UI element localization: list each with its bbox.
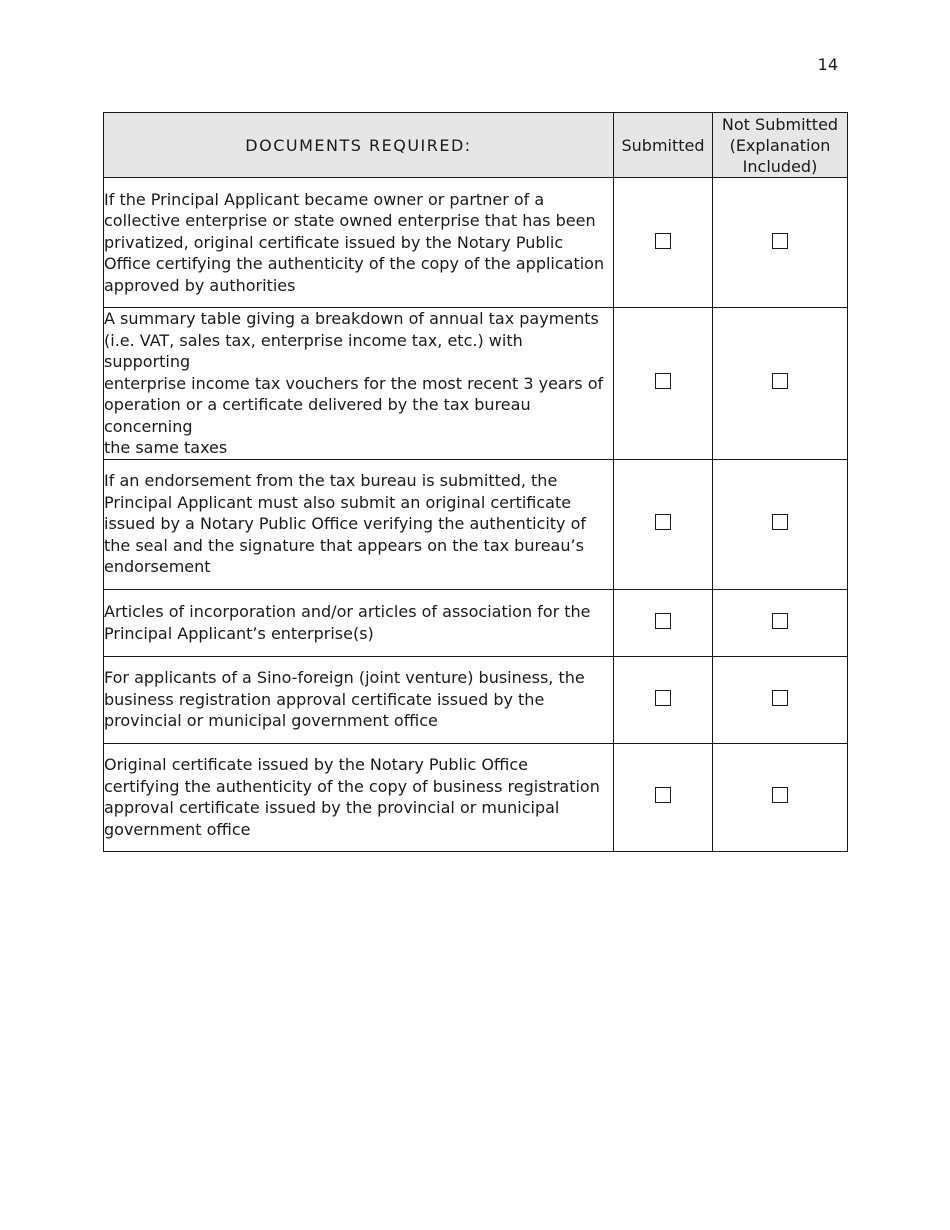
submitted-checkbox[interactable] (655, 514, 671, 530)
documents-required-table (103, 112, 848, 852)
document-description: Original certificate issued by the Notary Public Office certifying the authenticity of the copy of business registration approval certificate issued by the provincial or municipal government office (104, 743, 614, 851)
submitted-checkbox[interactable] (655, 233, 671, 249)
submitted-cell (614, 656, 713, 743)
submitted-checkbox[interactable] (655, 373, 671, 389)
table-row (104, 459, 848, 589)
not-submitted-checkbox[interactable] (772, 690, 788, 706)
header-submitted: Submitted (614, 113, 713, 178)
table-row (104, 589, 848, 656)
table-row (104, 656, 848, 743)
submitted-checkbox[interactable] (655, 787, 671, 803)
not-submitted-cell (713, 589, 848, 656)
submitted-cell (614, 743, 713, 851)
header-documents-required: DOCUMENTS REQUIRED: (104, 113, 614, 178)
submitted-checkbox[interactable] (655, 613, 671, 629)
not-submitted-cell (713, 308, 848, 460)
not-submitted-cell (713, 743, 848, 851)
submitted-cell (614, 178, 713, 308)
document-description: If an endorsement from the tax bureau is submitted, the Principal Applicant must also submit an original certificate issued by a Notary Public Office verifying the authenticity of the seal and the signature that appears on the tax bureau’s endorsement (104, 459, 614, 589)
page-number: 14 (817, 55, 838, 74)
table-row (104, 308, 848, 460)
not-submitted-cell (713, 178, 848, 308)
document-description: A summary table giving a breakdown of annual tax payments (i.e. VAT, sales tax, enterprise income tax, etc.) with supporting enterprise income tax vouchers for the most recent 3 years of operation or a certificate delivered by the tax bureau concerning the same taxes (104, 308, 614, 460)
table-row (104, 178, 848, 308)
not-submitted-checkbox[interactable] (772, 514, 788, 530)
table-header-row (104, 113, 848, 178)
not-submitted-checkbox[interactable] (772, 787, 788, 803)
document-description: For applicants of a Sino-foreign (joint venture) business, the business registration approval certificate issued by the provincial or municipal government office (104, 656, 614, 743)
submitted-cell (614, 459, 713, 589)
submitted-checkbox[interactable] (655, 690, 671, 706)
document-description: If the Principal Applicant became owner or partner of a collective enterprise or state owned enterprise that has been privatized, original certificate issued by the Notary Public Office certifying the authenticity of the copy of the application approved by authorities (104, 178, 614, 308)
not-submitted-cell (713, 459, 848, 589)
not-submitted-cell (713, 656, 848, 743)
document-description: Articles of incorporation and/or articles of association for the Principal Applicant’s enterprise(s) (104, 589, 614, 656)
not-submitted-checkbox[interactable] (772, 233, 788, 249)
header-not-submitted: Not Submitted (Explanation Included) (713, 113, 848, 178)
not-submitted-checkbox[interactable] (772, 373, 788, 389)
table-row (104, 743, 848, 851)
submitted-cell (614, 308, 713, 460)
not-submitted-checkbox[interactable] (772, 613, 788, 629)
submitted-cell (614, 589, 713, 656)
